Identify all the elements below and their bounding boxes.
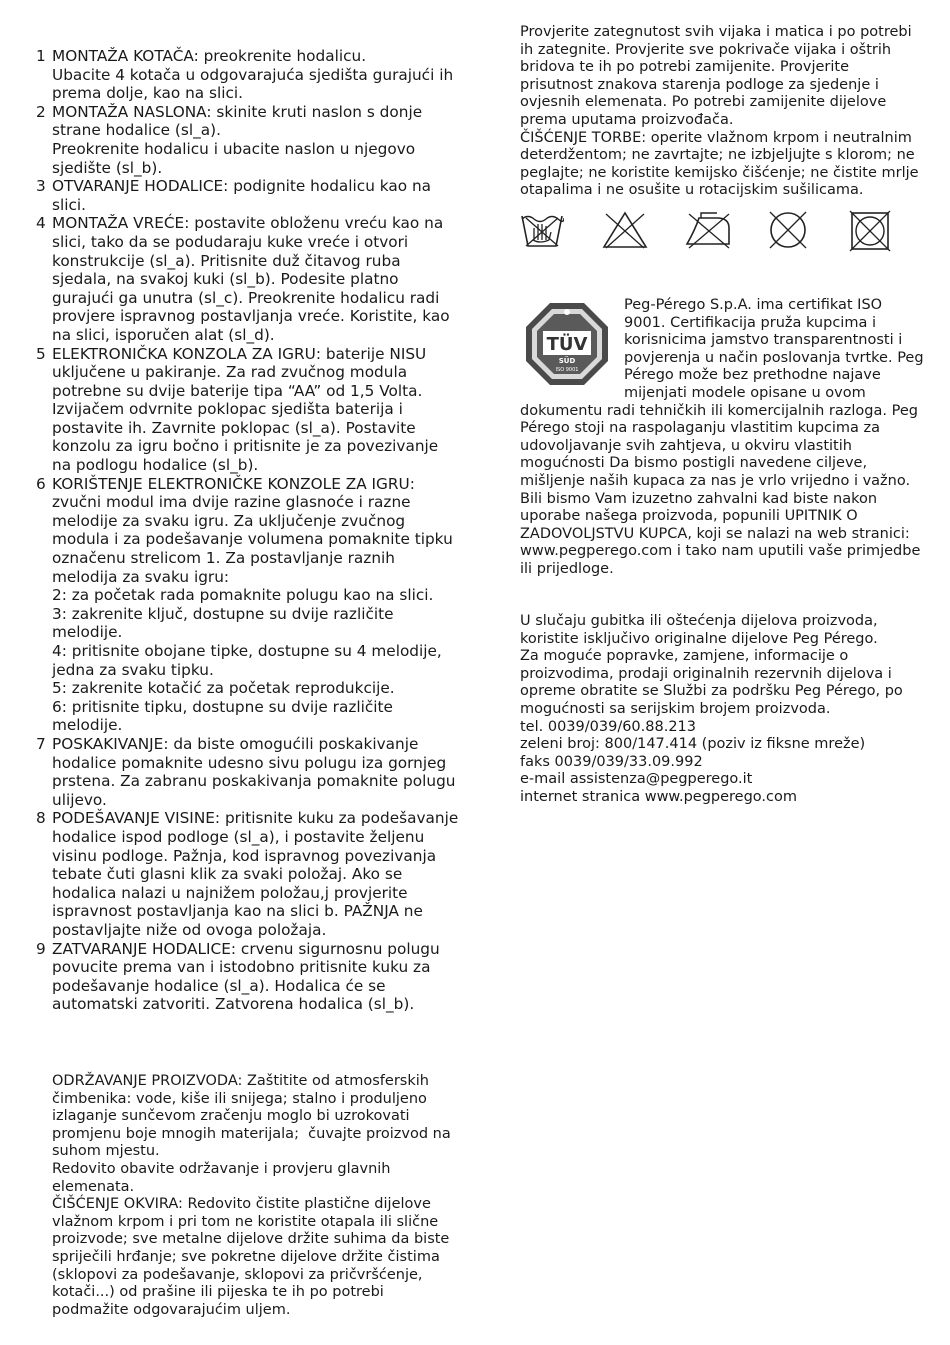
step-item [30, 735, 460, 809]
instructions-column [30, 47, 464, 1014]
step-text: KORIŠTENJE ELEKTRONIČKE KONZOLE ZA IGRU: zvučni modul ima dvije razine glasnoće i razne melodije za svaku igru. Za uključenje zvučnog modula i za podešavanje volumena pomaknite tipku označenu strelicom 1. Za postavljanje raznih melodija za svaku igru: 2: za početak rada pomaknite polugu kao na slici. 3: zakrenite ključ, dostupne su dvije različite melodije. 4: pritisnite obojane tipke, dostupne su 4 melodije, jedna za svaku tipku. 5: zakrenite kotačić za početak reprodukcije. 6: pritisnite tipku, dostupne su dvije različite melodije. [52, 474, 453, 735]
step-text: MONTAŽA NASLONA: skinite kruti naslon s donje strane hodalice (sl_a). Preokrenite hodalicu i ubacite naslon u njegovo sjedište (sl_b). [52, 102, 423, 177]
step-text: POSKAKIVANJE: da biste omogućili poskakivanje hodalice pomaknite udesno sivu polugu iza gornjeg prstena. Za zabranu poskakivanja pomaknite polugu ulijevo. [52, 734, 461, 809]
step-text: PODEŠAVANJE VISINE: pritisnite kuku za podešavanje hodalice ispod podloge (sl_a), i postavite željenu visinu podloge. Pažnja, kod ispravnog povezivanja tebate čuti glasni klik za svaki položaj. Ako se hodalica nalazi u najnižem položau,j provjerite ispravnost postavljanja kao na slici b. PAŽNJA ne postavljajte niže od ovoga položaja. [52, 809, 464, 939]
step-number: 5 [36, 344, 46, 363]
tuv-sud-logo [524, 297, 616, 389]
service-contact-section: U slučaju gubitka ili oštećenja dijelova proizvoda, koristite isključivo originalne dijelove Peg Pérego. Za moguće popravke, zamjene, informacije o proizvodima, prodaji originalnih rezervnih dijelova i opreme obratite se Službi za podršku Peg Pérego, po mogućnosti sa serijskim brojem proizvoda. tel. 0039/039/60.88.213 zeleni broj: 800/147.414 (poziv iz fiksne mreže) faks 0039/039/33.09.992 e-mail assistenza@pegperego.it internet stranica www.pegperego.com [520, 613, 903, 805]
no-bleach-icon [602, 210, 648, 250]
logo-sub: SÜD [558, 357, 576, 365]
step-item [30, 345, 460, 475]
care-symbols-row [520, 210, 925, 252]
no-iron-icon [683, 210, 733, 250]
step-item [30, 47, 460, 103]
step-number: 8 [36, 809, 46, 828]
step-item [30, 214, 460, 344]
no-tumble-dry-icon [848, 210, 892, 252]
bag-cleaning-section: Provjerite zategnutost svih vijaka i matica i po potrebi ih zategnite. Provjerite sve pokrivače vijaka i oštrih bridova te ih po potrebi zamijenite. Provjerite prisutnost znakova starenja podloge za sjedenje i ovjesnih elemenata. Po potrebi zamijenite dijelove prema uputama proizvođača. ČIŠĆENJE TORBE: operite vlažnom krpom i neutralnim deterdžentom; ne zavrtajte; ne izbjeljujte s klorom; ne peglajte; ne koristite kemijsko čišćenje; ne čistite mrlje otapalima i ne osušite u rotacijskim sušilicama. [520, 24, 919, 199]
logo-brand: TÜV [546, 334, 588, 355]
step-text: OTVARANJE HODALICE: podignite hodalicu kao na slici. [52, 177, 436, 214]
cert-lead-text: Peg-Pérego S.p.A. ima certifikat ISO 9001. Certifikacija pruža kupcima i korisnicima jamstvo transparentnosti i povjerenja u način poslovanja tvrtke. Peg Pérego može bez prethodne najave mijenjati modele opisane u ovom [624, 297, 924, 401]
step-item [30, 940, 460, 1014]
step-number: 7 [36, 734, 46, 753]
step-number: 6 [36, 474, 46, 493]
step-number: 9 [36, 939, 46, 958]
maintenance-section: ODRŽAVANJE PROIZVODA: Zaštitite od atmosferskih čimbenika: vode, kiše ili snijega; stalno i produljeno izlaganje sunčevom zračenju moglo bi uzrokovati promjenu boje mnogih materijala; čuvajte proizvod na suhom mjestu. Redovito obavite održavanje i provjeru glavnih elemenata. ČIŠĆENJE OKVIRA: Redovito čistite plastične dijelove vlažnom krpom i pri tom ne koristite otapala ili slične proizvode; sve metalne dijelove držite suhima da biste spriječili hrđanje; sve pokretne dijelove držite čistima (sklopovi za podešavanje, sklopovi za pričvršćenje, kotači...) od prašine ili pijeska te ih po potrebi podmažite odgovarajućim uljem. [52, 1073, 451, 1318]
no-dry-clean-icon [766, 210, 810, 250]
assembly-steps-list [30, 47, 464, 1014]
cert-rest-text: dokumentu radi tehničkih ili komercijalnih razloga. Peg Pérego stoji na raspolaganju vlastitim kupcima za udovoljavanje svih zahtjeva, u okviru vlastitih mogućnosti Da bismo postigli navedene ciljeve, mišljenje naših kupaca za nas je vrlo vrijedno i važno. Bili bismo Vam izuzetno zahvalni kad biste nakon uporabe našega proizvoda, popunili UPITNIK O ZADOVOLJSTVU KUPCA, koji se nalazi na web stranici: www.pegperego.com i tako nam uputili vaše primjedbe ili prijedloge. [520, 402, 921, 577]
step-item [30, 103, 460, 177]
step-item [30, 475, 460, 735]
step-number: 3 [36, 177, 46, 196]
step-number: 4 [36, 214, 46, 233]
step-number: 1 [36, 47, 46, 65]
certification-section [520, 297, 925, 579]
logo-standard: ISO 9001 [555, 367, 579, 373]
step-text: MONTAŽA KOTAČA: preokrenite hodalicu. Ubacite 4 kotača u odgovarajuća sjedišta gurajući ih prema dolje, kao na slici. [52, 47, 454, 103]
step-number: 2 [36, 102, 46, 121]
step-text: ELEKTRONIČKA KONZOLA ZA IGRU: baterije NISU uključene u pakiranje. Za rad zvučnog modula potrebne su dvije baterije tipa “AA” od 1,5 Volta. Izvijačem odvrnite poklopac sjedišta baterija i postavite ih. Zavrnite poklopac (sl_a). Postavite konzolu za igru bočno i pritisnite je za povezivanje na podlogu hodalice (sl_b). [52, 344, 444, 475]
step-item [30, 177, 460, 214]
step-text: MONTAŽA VREĆE: postavite obloženu vreću kao na slici, tako da se podudaraju kuke vreće i otvori konstrukcije (sl_a). Pritisnite duž čitavog ruba sjedala, na svakoj kuki (sl_b). Podesite platno gurajući ga unutra (sl_c). Preokrenite hodalicu radi provjere ispravnog postavljanja vreće. Koristite, kao na slici, isporučen alat (sl_d). [52, 214, 455, 344]
hand-wash-icon [520, 210, 564, 250]
step-item [30, 809, 464, 939]
step-text: ZATVARANJE HODALICE: crvenu sigurnosnu polugu povucite prema van i istodobno pritisnite kuku za podešavanje hodalice (sl_a). Hodalica će se automatski zatvoriti. Zatvorena hodalica (sl_b). [52, 939, 445, 1014]
